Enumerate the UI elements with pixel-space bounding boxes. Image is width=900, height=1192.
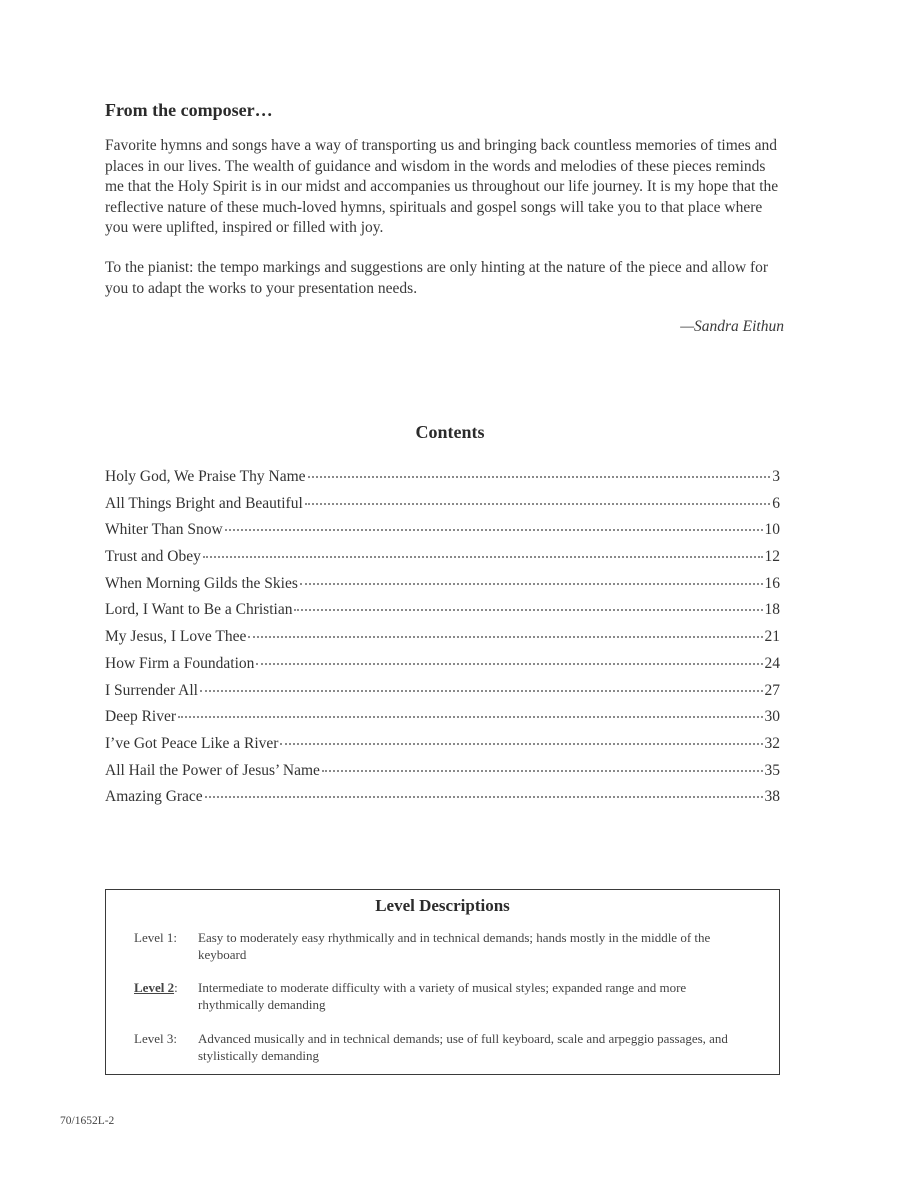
composer-paragraph-2: To the pianist: the tempo markings and suggestions are only hinting at the nature of the piece and allow for you to adapt the works to your presentation needs.: [105, 259, 769, 297]
toc-item[interactable]: [105, 655, 780, 682]
toc-item-title: Lord, I Want to Be a Christian: [105, 601, 293, 619]
toc-item-page: 38: [764, 788, 780, 806]
toc-item[interactable]: [105, 521, 780, 548]
toc-item-title: How Firm a Foundation: [105, 654, 255, 672]
catalog-code: 70/1652L-2: [60, 1115, 115, 1127]
toc-leader-dots: [225, 528, 763, 531]
toc-leader-dots: [205, 795, 763, 798]
toc-item[interactable]: [105, 495, 780, 522]
toc-leader-dots: [200, 689, 763, 692]
toc-leader-dots: [248, 635, 762, 638]
toc-item[interactable]: [105, 575, 780, 602]
level-label: [134, 979, 198, 996]
toc-item-page: 6: [772, 494, 780, 512]
toc-leader-dots: [300, 582, 763, 585]
toc-leader-dots: [256, 662, 762, 665]
toc-item-page: 12: [764, 548, 780, 566]
toc-item-title: My Jesus, I Love Thee: [105, 628, 247, 646]
toc-item-page: 3: [772, 468, 780, 485]
toc-item[interactable]: [105, 762, 780, 789]
toc-item-page: 18: [764, 601, 780, 619]
level-label: Level 3:: [134, 1031, 177, 1046]
toc-item-title: Amazing Grace: [105, 788, 203, 806]
toc-item-title: All Things Bright and Beautiful: [105, 494, 303, 512]
toc-leader-dots: [294, 608, 762, 611]
toc-item[interactable]: [105, 468, 780, 495]
toc-item-title: Trust and Obey: [105, 548, 201, 566]
toc-leader-dots: [203, 555, 763, 558]
toc-item[interactable]: [105, 788, 780, 815]
toc-item[interactable]: [105, 601, 780, 628]
toc-item-title: I Surrender All: [105, 681, 198, 699]
level-descriptions-box: [105, 889, 780, 1075]
toc-item[interactable]: [105, 548, 780, 575]
level-description: Advanced musically and in technical demands; use of full keyboard, scale and arpeggio passages, and stylistically demanding: [198, 1031, 728, 1063]
toc-item-page: 24: [764, 654, 780, 672]
toc-item-title: When Morning Gilds the Skies: [105, 574, 298, 592]
toc-leader-dots: [322, 769, 763, 772]
composer-paragraph-1: Favorite hymns and songs have a way of transporting us and bringing back countless memories of times and places in our lives. The wealth of guidance and wisdom in the words and melodies of these pieces reminds me that the Holy Spirit is in our midst and accompanies us throughout our life journey. It is my hope that the reflective nature of these much-loved hymns, spirituals and gospel songs will take you to that place where you were uplifted, inspired or filled with joy.: [105, 137, 779, 236]
toc-leader-dots: [178, 715, 762, 718]
toc-item-page: 21: [764, 628, 780, 646]
level-label: Level 1:: [134, 930, 177, 945]
level-description: Easy to moderately easy rhythmically and in technical demands; hands mostly in the middle of the keyboard: [198, 930, 711, 962]
toc-leader-dots: [308, 475, 771, 478]
toc-leader-dots: [305, 502, 770, 505]
current-level-marker: Level 2: [134, 980, 175, 995]
toc-item-page: 10: [764, 521, 780, 539]
toc-item[interactable]: [105, 735, 780, 762]
level-label-colon: :: [174, 980, 178, 995]
toc-leader-dots: [280, 742, 762, 745]
composer-signature: —Sandra Eithun: [680, 318, 784, 335]
toc-item-page: 27: [764, 681, 780, 699]
toc-item[interactable]: [105, 708, 780, 735]
toc-item-page: 30: [764, 708, 780, 726]
toc-item-title: Deep River: [105, 708, 177, 726]
toc-item-page: 35: [764, 761, 780, 779]
toc-item-title: Holy God, We Praise Thy Name: [105, 468, 306, 485]
table-of-contents: [105, 468, 780, 815]
toc-item[interactable]: [105, 682, 780, 709]
contents-title: Contents: [415, 422, 485, 442]
toc-item-page: 16: [764, 574, 780, 592]
composer-heading: From the composer…: [105, 100, 273, 120]
level-description: Intermediate to moderate difficulty with a variety of musical styles; expanded range and more rhythmically demanding: [198, 980, 687, 1012]
toc-item-title: All Hail the Power of Jesus’ Name: [105, 761, 320, 779]
toc-item[interactable]: [105, 628, 780, 655]
toc-item-title: Whiter Than Snow: [105, 521, 223, 539]
toc-item-page: 32: [764, 734, 780, 752]
toc-item-title: I’ve Got Peace Like a River: [105, 734, 279, 752]
level-descriptions-title: Level Descriptions: [375, 896, 510, 915]
